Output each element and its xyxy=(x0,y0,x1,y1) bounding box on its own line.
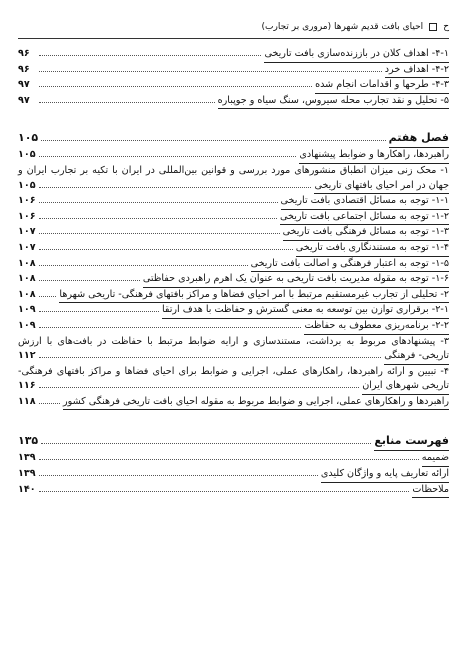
toc-entry-page: ۱۱۶ xyxy=(18,380,36,392)
toc-entry-page: ۱۰۷ xyxy=(18,226,36,238)
leader-dots xyxy=(39,349,381,358)
running-header xyxy=(18,18,449,36)
toc-row[interactable] xyxy=(18,94,449,110)
toc-row[interactable] xyxy=(18,483,449,499)
toc-row[interactable] xyxy=(18,379,449,395)
toc-row[interactable] xyxy=(18,148,449,164)
toc-entry-page: ۱۰۸ xyxy=(18,257,36,269)
leader-dots xyxy=(39,179,311,188)
leader-dots xyxy=(39,303,159,312)
toc-entry-page: ۱۰۶ xyxy=(18,210,36,222)
leader-dots xyxy=(39,94,215,103)
toc-entry-page: ۱۳۹ xyxy=(18,452,36,464)
chapter-heading: فصل هفتم xyxy=(389,129,449,148)
leader-dots xyxy=(39,148,296,157)
toc-row[interactable] xyxy=(18,210,449,226)
toc-entry-page: ۱۰۸ xyxy=(18,273,36,285)
toc-entry-page: ۱۱۲ xyxy=(18,350,36,362)
toc-row[interactable] xyxy=(18,451,449,467)
toc-row[interactable] xyxy=(18,319,449,335)
chapter-heading-row[interactable] xyxy=(18,129,449,148)
leader-dots xyxy=(39,451,419,460)
toc-entry-page: ۱۰۵ xyxy=(18,149,36,161)
toc-entry-page: ۹۷ xyxy=(18,79,30,91)
toc-entry-page: ۱۰۵ xyxy=(18,179,36,191)
toc-row[interactable] xyxy=(18,63,449,79)
toc-row[interactable] xyxy=(18,303,449,319)
toc-entry-wrapped-line: ۴- تبیین و ارائه راهبردها، راهکارهای عملی، اجرایی و ضوابط برای احیای فضاها و مراکز بافتهای فرهنگی- xyxy=(18,365,449,377)
toc-entry-title: ۵- تحلیل و نقد تجارب محله سیروس، سنگ سیاه و جوپباره xyxy=(218,94,449,110)
toc-entry-title-cont: جهان در امر احیای بافتهای تاریخی xyxy=(314,179,449,195)
toc-row[interactable] xyxy=(18,47,449,63)
chapter-page: ۱۰۵ xyxy=(18,131,39,145)
toc-entry-page: ۹۷ xyxy=(18,94,30,106)
toc-row[interactable] xyxy=(18,78,449,94)
toc-entry-title: ۱-۴- توجه به مستندنگاری بافت تاریخی xyxy=(296,241,449,257)
header-title: احیای بافت قدیم شهرها (مروری بر تجارب) xyxy=(261,22,424,32)
leader-dots xyxy=(39,210,277,219)
toc-entry-page: ۹۶ xyxy=(18,63,30,75)
toc-entry-title: ۲-۲- برنامه‌ریزی معطوف به حفاظت xyxy=(304,319,449,335)
toc-group-chapter7 xyxy=(18,129,449,410)
toc-entry-title: ۲-۱- برقراری توازن بین توسعه به معنی گسترش و حفاظت با هدف ارتقا xyxy=(162,303,449,319)
toc-entry-title-cont: تاریخی- فرهنگی xyxy=(384,349,449,365)
header-divider xyxy=(18,38,449,39)
leader-dots xyxy=(39,467,318,476)
toc-row[interactable] xyxy=(18,225,449,241)
toc-row[interactable] xyxy=(18,272,449,288)
references-page: ۱۳۵ xyxy=(18,434,39,448)
toc-row[interactable] xyxy=(18,257,449,273)
toc-entry-title: ۱-۲- توجه به مسائل اجتماعی بافت تاریخی xyxy=(280,210,449,226)
toc-entry-page: ۱۴۰ xyxy=(18,483,36,495)
toc-entry-title: ۲- تحلیلی از تجارب غیرمستقیم مرتبط با امر احیای فضاها و مراکز بافتهای فرهنگی- تاریخی شهرها xyxy=(59,288,449,304)
toc-entry-page: ۱۱۸ xyxy=(18,395,36,407)
square-icon xyxy=(429,23,437,31)
toc-entry-title: ۴-۱- اهداف کلان در باززنده‌سازی بافت تاریخی xyxy=(264,47,449,63)
leader-dots xyxy=(39,395,60,404)
toc-entry-title: ۱-۳- توجه به مسائل فرهنگی بافت تاریخی xyxy=(283,225,449,241)
toc-entry-page: ۹۶ xyxy=(18,48,30,59)
leader-dots xyxy=(41,435,371,444)
toc-entry-wrapped-line: ۱- محک زنی میزان انطباق منشورهای مورد بررسی و قوانین بین‌المللی در ایران با تکیه بر تجارب ایران و xyxy=(18,164,449,176)
header-page-letter: ح xyxy=(443,22,449,32)
toc-row[interactable] xyxy=(18,395,449,411)
leader-dots xyxy=(39,78,312,87)
toc-entry-title: ۱-۱- توجه به مسائل اقتصادی بافت تاریخی xyxy=(281,194,449,210)
leader-dots xyxy=(39,288,56,297)
toc-entry-title: راهبردها، راهکارها و ضوابط پیشنهادی xyxy=(299,148,449,164)
toc-entry-page: ۱۳۹ xyxy=(18,468,36,480)
toc-entry-title: ۱-۵- توجه به اعتبار فرهنگی و اصالت بافت تاریخی xyxy=(251,257,449,273)
toc-entry-title: راهبردها و راهکارهای عملی، اجرایی و ضوابط مربوط به مقوله احیای بافت تاریخی فرهنگی کشور xyxy=(63,395,449,411)
toc-entry-page: ۱۰۷ xyxy=(18,241,36,253)
toc-entry-page: ۱۰۹ xyxy=(18,319,36,331)
toc-row[interactable] xyxy=(18,241,449,257)
toc-row[interactable] xyxy=(18,349,449,365)
toc-entry-title: ۴-۳- طرحها و اقدامات انجام شده xyxy=(315,78,449,94)
toc-row[interactable] xyxy=(18,288,449,304)
leader-dots xyxy=(39,272,140,281)
references-heading: فهرست منابع xyxy=(374,432,449,451)
toc-entry-title: ارائه تعاریف پایه و واژگان کلیدی xyxy=(321,467,449,483)
toc-entry-page: ۱۰۸ xyxy=(18,288,36,300)
leader-dots xyxy=(39,483,409,492)
toc-entry-wrapped-line: ۳- پیشنهادهای مربوط به برداشت، مستندسازی و ارایه ضوابط مرتبط با حفاظت در بافت‌های با ارزش xyxy=(18,335,449,347)
chapter-heading-row[interactable] xyxy=(18,432,449,451)
toc-row[interactable] xyxy=(18,179,449,195)
toc-entry-page: ۱۰۹ xyxy=(18,304,36,316)
leader-dots xyxy=(39,241,293,250)
leader-dots xyxy=(39,194,278,203)
toc-group-top xyxy=(18,47,449,109)
toc-group-references xyxy=(18,432,449,498)
toc-row[interactable] xyxy=(18,467,449,483)
toc-row[interactable] xyxy=(18,194,449,210)
toc-entry-title: ۴-۲- اهداف خرد xyxy=(385,63,449,79)
toc-entry-title-cont: تاریخی شهرهای ایران xyxy=(362,379,449,395)
leader-dots xyxy=(41,132,385,141)
leader-dots xyxy=(39,257,248,266)
toc-entry-title: ضمیمه xyxy=(422,451,449,467)
leader-dots xyxy=(39,47,261,56)
leader-dots xyxy=(39,225,280,234)
leader-dots xyxy=(39,63,382,72)
leader-dots xyxy=(39,379,359,388)
toc-entry-title: ۱-۶- توجه به مقوله مدیریت بافت تاریخی به عنوان یک اهرم راهبردی حفاظتی xyxy=(143,272,449,288)
toc-entry-page: ۱۰۶ xyxy=(18,195,36,207)
toc-entry-title: ملاحظات xyxy=(412,483,449,499)
leader-dots xyxy=(39,319,301,328)
